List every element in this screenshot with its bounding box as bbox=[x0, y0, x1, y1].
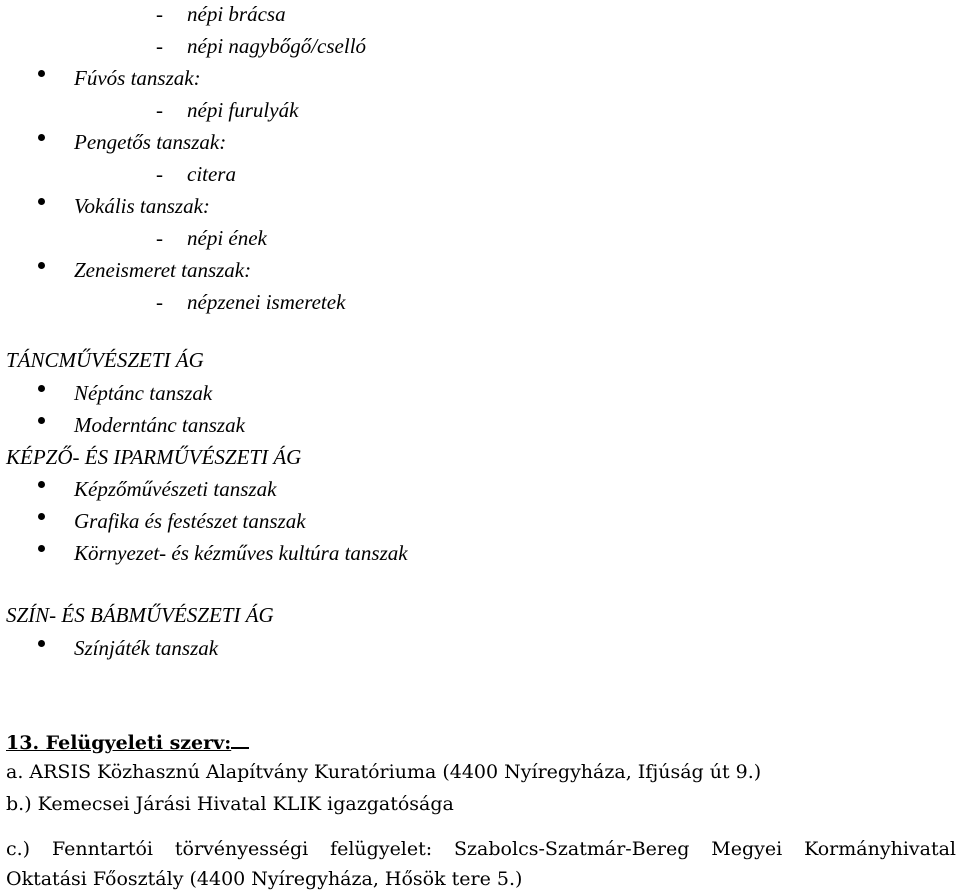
dash: - bbox=[156, 2, 163, 26]
list-item: Képzőművészeti tanszak bbox=[74, 477, 277, 501]
bullet-icon bbox=[38, 198, 45, 205]
bullet-icon bbox=[38, 640, 45, 647]
list-item: népi furulyák bbox=[187, 98, 299, 122]
list-item: citera bbox=[187, 162, 236, 186]
word: c.) bbox=[6, 838, 31, 860]
dash: - bbox=[156, 290, 163, 314]
section-heading-dance: TÁNCMŰVÉSZETI ÁG bbox=[6, 348, 204, 372]
bullet-icon bbox=[38, 134, 45, 141]
department-heading: Fúvós tanszak: bbox=[74, 66, 201, 90]
bullet-icon bbox=[38, 262, 45, 269]
word: Kormányhivatal bbox=[804, 838, 956, 860]
supervisor-line-a: a. ARSIS Közhasznú Alapítvány Kuratóriuma (4400 Nyíregyháza, Ifjúság út 9.) bbox=[6, 761, 762, 783]
list-item: Grafika és festészet tanszak bbox=[74, 509, 306, 533]
bullet-icon bbox=[38, 481, 45, 488]
word: felügyelet: bbox=[330, 838, 433, 860]
list-item: Moderntánc tanszak bbox=[74, 413, 245, 437]
word: Megyei bbox=[711, 838, 783, 860]
bullet-icon bbox=[38, 417, 45, 424]
bullet-icon bbox=[38, 70, 45, 77]
bullet-icon bbox=[38, 385, 45, 392]
section-heading-theatre: SZÍN- ÉS BÁBMŰVÉSZETI ÁG bbox=[6, 603, 274, 627]
list-item: Környezet- és kézműves kultúra tanszak bbox=[74, 541, 408, 565]
bullet-icon bbox=[38, 545, 45, 552]
section-heading-visual: KÉPZŐ- ÉS IPARMŰVÉSZETI ÁG bbox=[6, 445, 302, 469]
word: törvényességi bbox=[174, 838, 309, 860]
bullet-icon bbox=[38, 513, 45, 520]
department-heading: Pengetős tanszak: bbox=[74, 130, 227, 154]
supervisor-line-c bbox=[6, 836, 956, 862]
supervisor-heading: 13. Felügyeleti szerv: bbox=[6, 730, 249, 756]
list-item: Néptánc tanszak bbox=[74, 381, 213, 405]
list-item: népi ének bbox=[187, 226, 267, 250]
list-item: népi nagybőgő/cselló bbox=[187, 34, 367, 58]
word: Szabolcs-Szatmár-Bereg bbox=[454, 838, 690, 860]
dash: - bbox=[156, 98, 163, 122]
list-item: Színjáték tanszak bbox=[74, 636, 219, 660]
department-heading: Zeneismeret tanszak: bbox=[74, 258, 252, 282]
list-item: népzenei ismeretek bbox=[187, 290, 346, 314]
department-heading: Vokális tanszak: bbox=[74, 194, 210, 218]
dash: - bbox=[156, 34, 163, 58]
supervisor-line-d: Oktatási Főosztály (4400 Nyíregyháza, Hősök tere 5.) bbox=[6, 868, 523, 890]
dash: - bbox=[156, 226, 163, 250]
list-item: népi brácsa bbox=[187, 2, 286, 26]
dash: - bbox=[156, 162, 163, 186]
word: Fenntartói bbox=[51, 838, 154, 860]
supervisor-line-b: b.) Kemecsei Járási Hivatal KLIK igazgatósága bbox=[6, 793, 454, 815]
